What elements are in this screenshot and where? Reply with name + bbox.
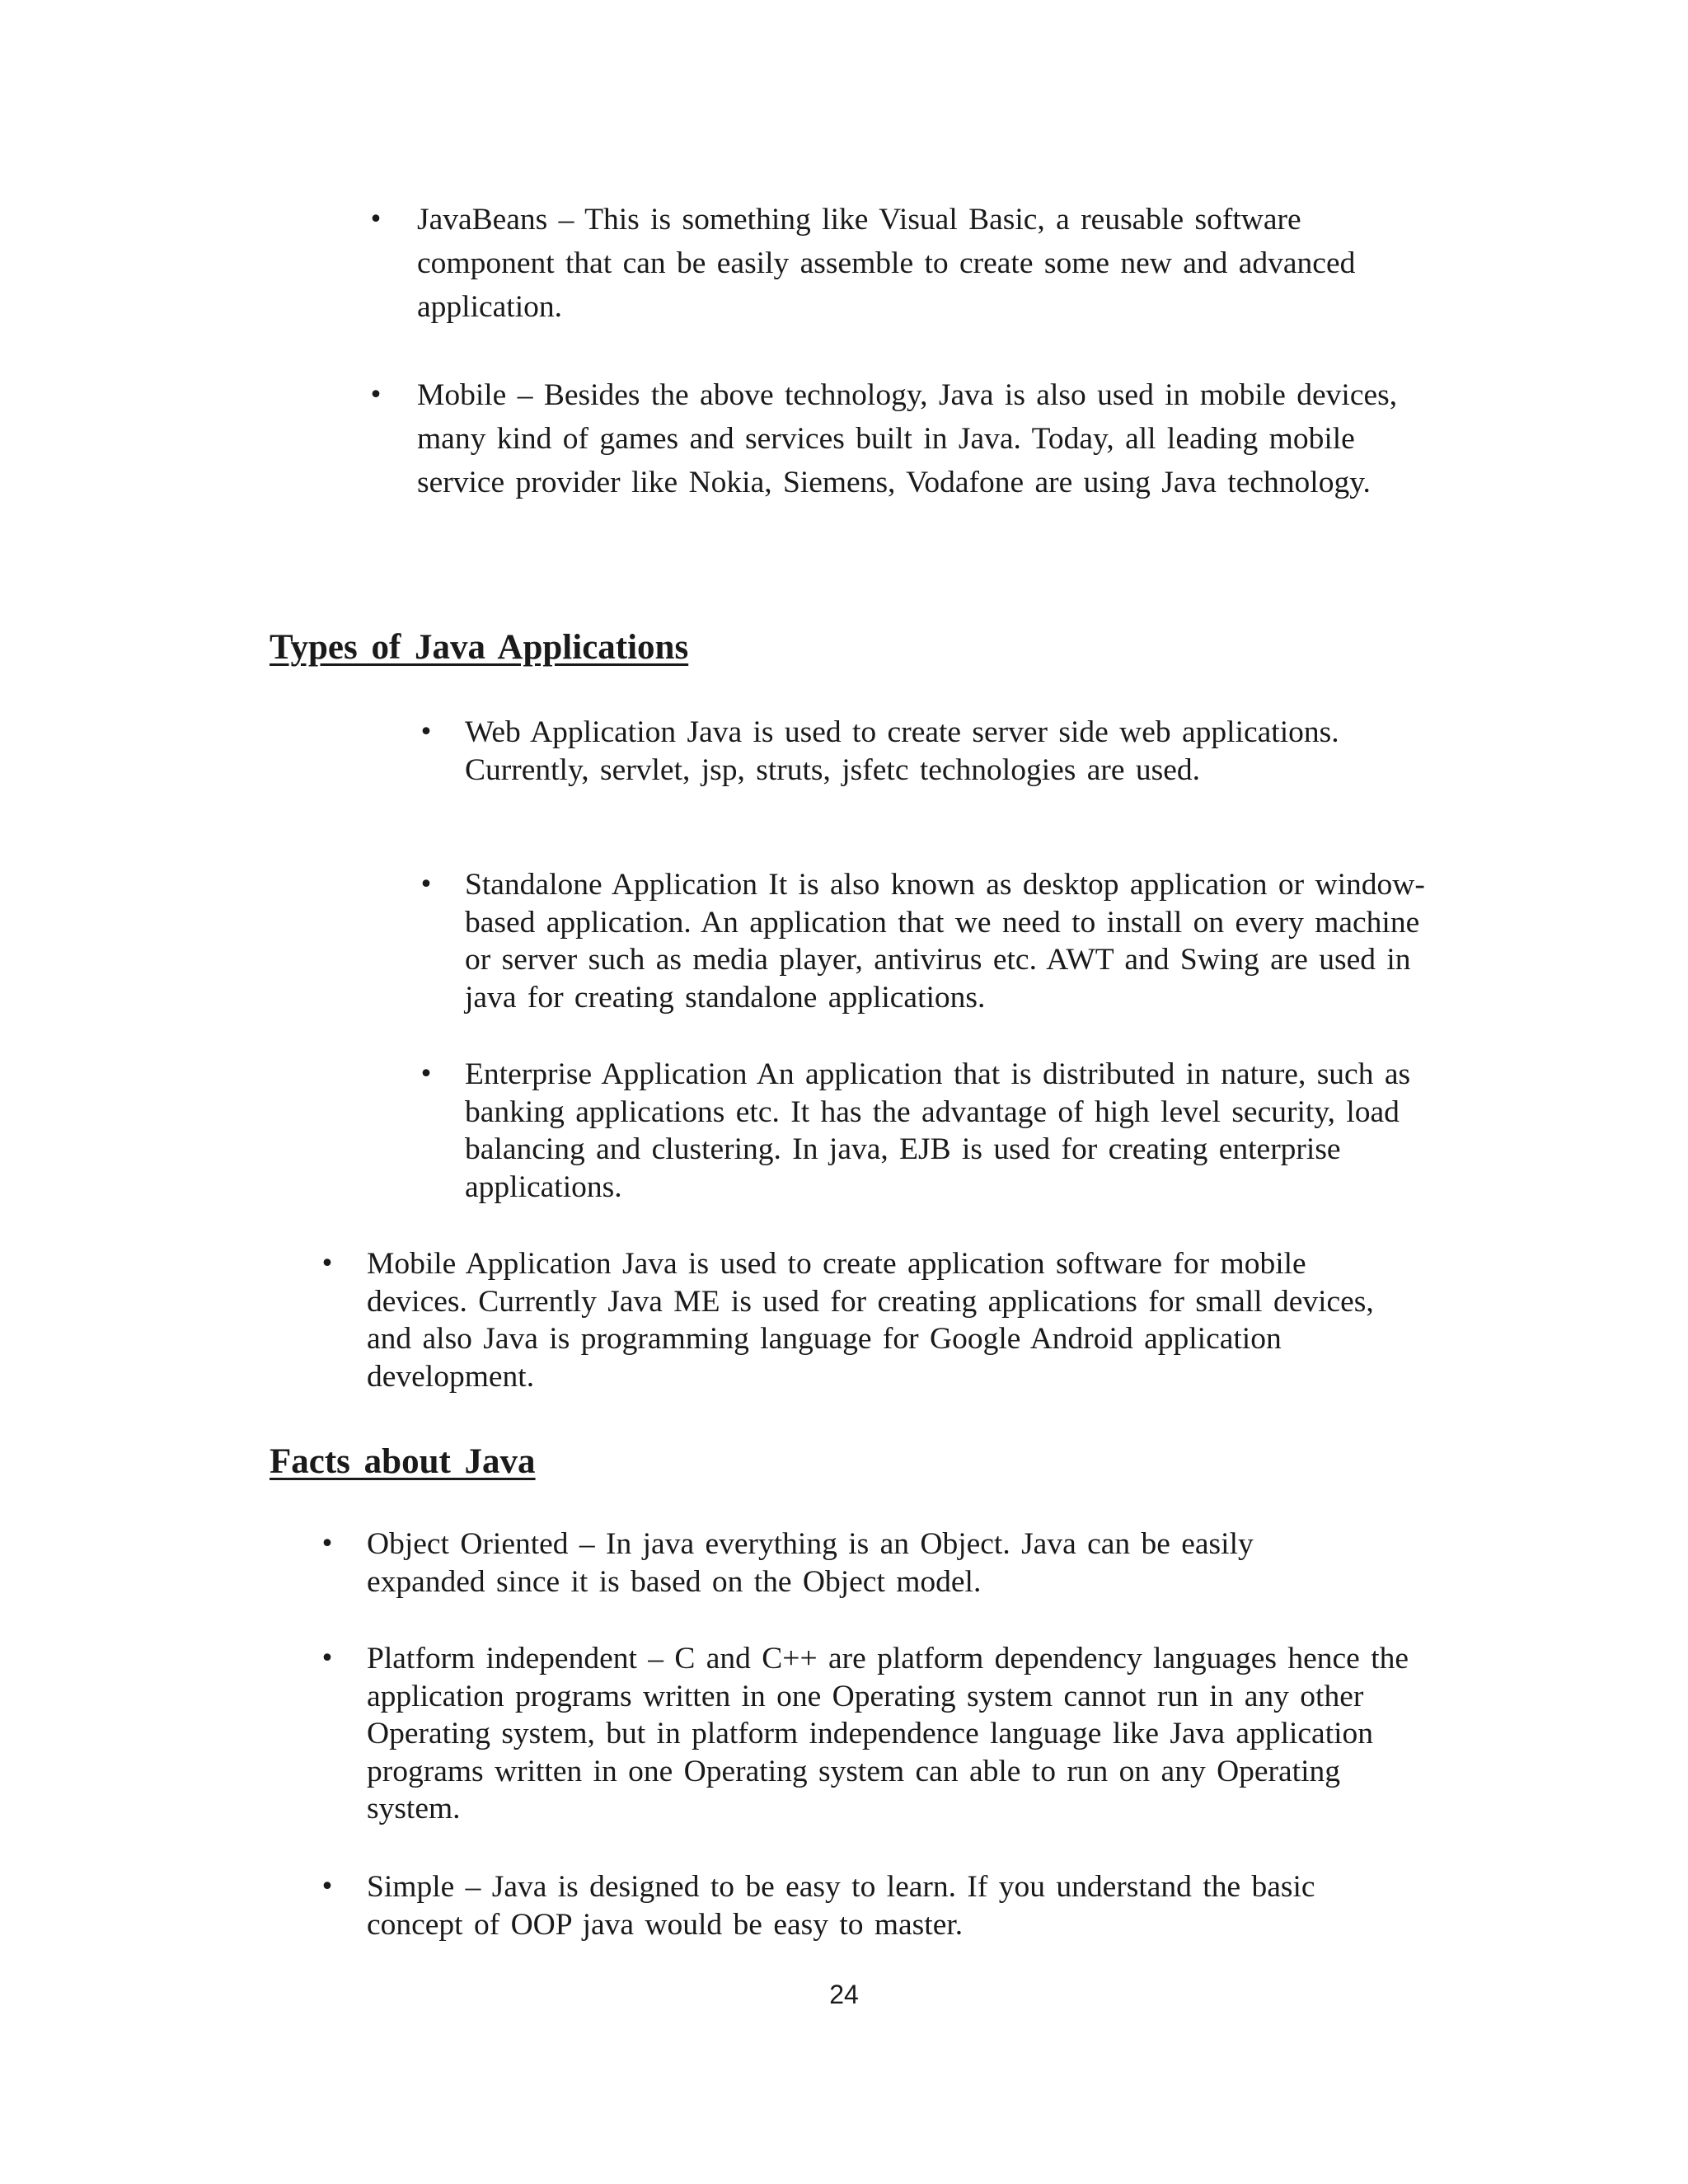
list-item-mobile-application: Mobile Application Java is used to create application software for mobile devices. Currently Java ME is used for creating applications for small devices, and also Java is programming language for Google Android application development. — [367, 1247, 1374, 1394]
bullet-icon: • — [419, 718, 434, 747]
bullet-icon: • — [419, 1060, 434, 1089]
bullet-icon: • — [368, 205, 383, 234]
bullet-icon: • — [368, 381, 383, 410]
section-heading-types: Types of Java Applications — [270, 628, 689, 667]
bullet-icon: • — [320, 1249, 335, 1278]
page-number: 24 — [829, 1980, 859, 2009]
bullet-icon: • — [320, 1872, 335, 1901]
bullet-icon: • — [320, 1644, 335, 1673]
bullet-icon: • — [419, 870, 434, 899]
bullet-icon: • — [320, 1530, 335, 1558]
list-item-web-application: Web Application Java is used to create server side web applications. Currently, servlet, jsp, struts, jsfetc technologies are used. — [465, 715, 1339, 787]
list-item-platform-independent: Platform independent – C and C++ are platform dependency languages hence the application programs written in one Operating system cannot run in any other Operating system, but in platform independence language like Java application programs written in one Operating system can able to run on any Operating system. — [367, 1642, 1409, 1825]
list-item-mobile-tech: Mobile – Besides the above technology, Java is also used in mobile devices, many kind of games and services built in Java. Today, all leading mobile service provider like Nokia, Siemens, Vodafone are using Java technology. — [417, 378, 1398, 499]
list-item-javabeans: JavaBeans – This is something like Visual Basic, a reusable software component that can be easily assemble to create some new and advanced application. — [417, 203, 1356, 324]
list-item-simple: Simple – Java is designed to be easy to learn. If you understand the basic concept of OOP java would be easy to master. — [367, 1870, 1315, 1942]
list-item-object-oriented: Object Oriented – In java everything is an Object. Java can be easily expanded since it is based on the Object model. — [367, 1527, 1254, 1599]
list-item-standalone-application: Standalone Application It is also known as desktop application or window-based application. An application that we need to install on every machine or server such as media player, antivirus etc. AWT and Swing are used in java for creating standalone applications. — [465, 868, 1425, 1015]
list-item-enterprise-application: Enterprise Application An application that is distributed in nature, such as banking applications etc. It has the advantage of high level security, load balancing and clustering. In java, EJB is used for creating enterprise applications. — [465, 1057, 1411, 1204]
section-heading-facts: Facts about Java — [270, 1442, 536, 1481]
